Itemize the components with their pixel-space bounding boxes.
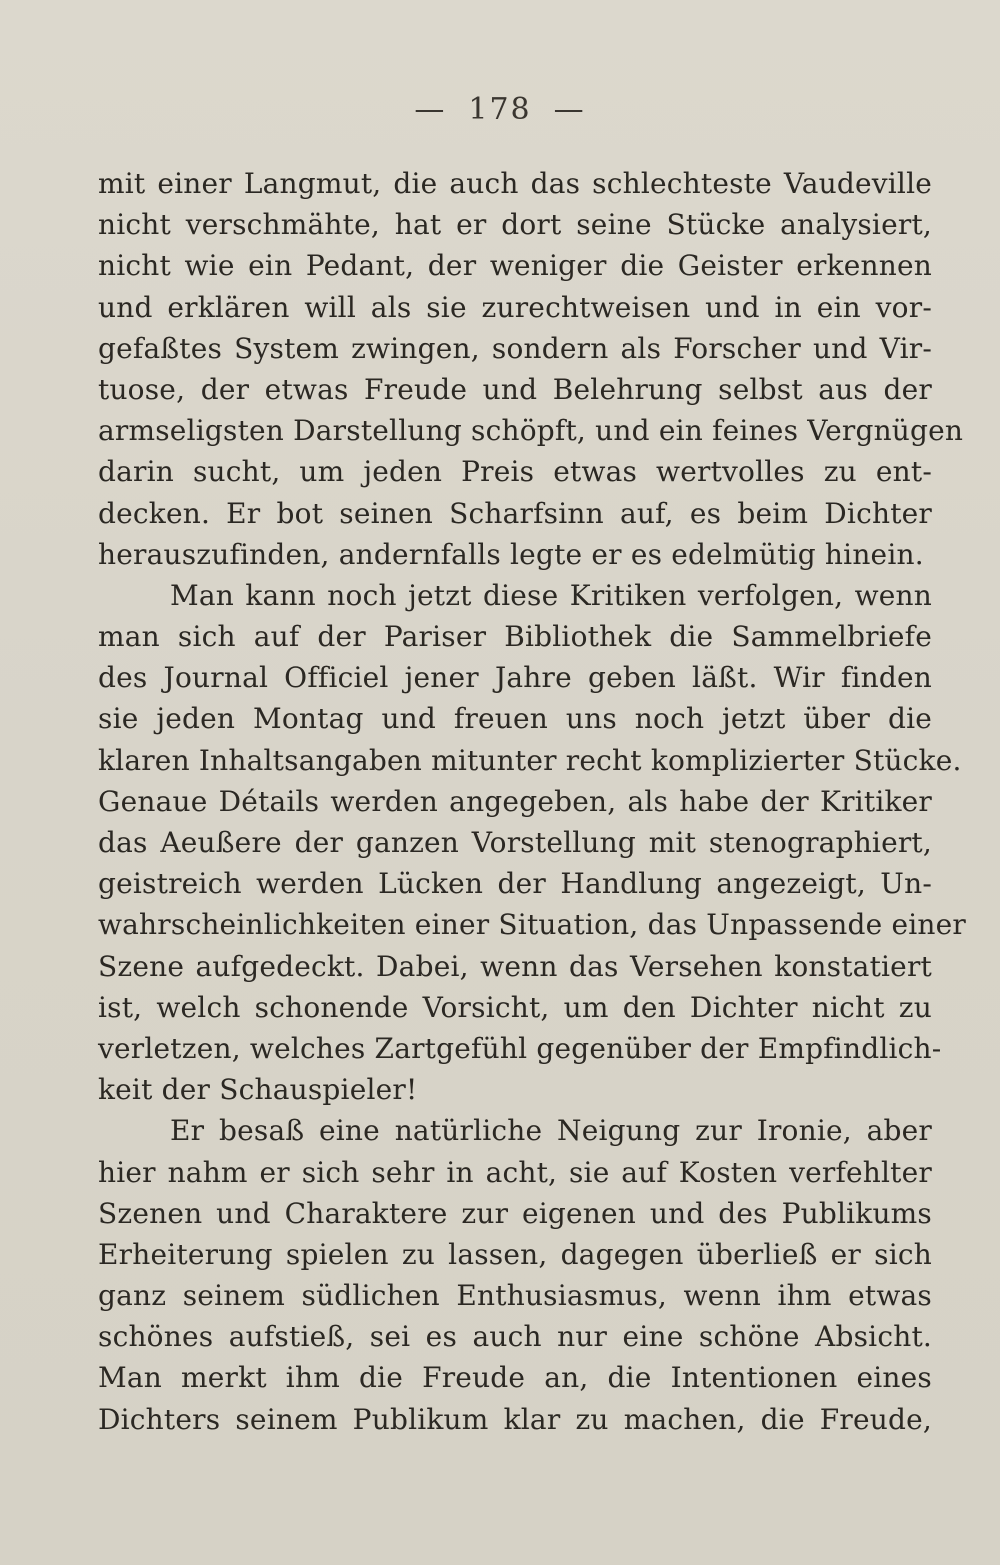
- header-dash-left: —: [414, 92, 447, 127]
- text-line: tuose, der etwas Freude und Belehrung selbst aus der: [98, 372, 932, 406]
- text-line: Man kann noch jetzt diese Kritiken verfolgen, wenn: [170, 578, 932, 612]
- text-line: klaren Inhaltsangaben mitunter recht komplizierter Stücke.: [98, 743, 962, 777]
- text-line: Dichters seinem Publikum klar zu machen, die Freude,: [98, 1402, 932, 1436]
- text-line: Man merkt ihm die Freude an, die Intentionen eines: [98, 1361, 932, 1395]
- text-line: keit der Schauspieler!: [98, 1073, 418, 1107]
- text-line: ist, welch schonende Vorsicht, um den Dichter nicht zu: [98, 990, 932, 1024]
- text-line: das Aeußere der ganzen Vorstellung mit stenographiert,: [98, 826, 932, 859]
- text-line: decken. Er bot seinen Scharfsinn auf, es beim Dichter: [98, 496, 932, 530]
- text-line: herauszufinden, andernfalls legte er es edelmütig hinein.: [98, 537, 924, 571]
- text-line: des Journal Officiel jener Jahre geben läßt. Wir finden: [98, 661, 932, 695]
- text-line: gefaßtes System zwingen, sondern als Forscher und Vir-: [98, 331, 932, 365]
- body-text: [98, 163, 967, 1440]
- text-line: nicht verschmähte, hat er dort seine Stücke analysiert,: [98, 208, 932, 242]
- text-line: Erheiterung spielen zu lassen, dagegen überließ er sich: [98, 1237, 932, 1271]
- text-line: man sich auf der Pariser Bibliothek die Sammelbriefe: [98, 620, 932, 654]
- text-line: darin sucht, um jeden Preis etwas wertvolles zu ent-: [98, 455, 932, 489]
- text-line: geistreich werden Lücken der Handlung angezeigt, Un-: [98, 867, 932, 901]
- text-line: Er besaß eine natürliche Neigung zur Ironie, aber: [170, 1114, 932, 1148]
- text-line: ganz seinem südlichen Enthusiasmus, wenn ihm etwas: [98, 1279, 932, 1313]
- text-line: nicht wie ein Pedant, der weniger die Geister erkennen: [98, 249, 932, 283]
- text-line: verletzen, welches Zartgefühl gegenüber der Empfindlich-: [98, 1031, 942, 1065]
- text-line: Szene aufgedeckt. Dabei, wenn das Versehen konstatiert: [98, 949, 932, 983]
- text-line: schönes aufstieß, sei es auch nur eine schöne Absicht.: [98, 1320, 932, 1354]
- page-header: [0, 92, 1000, 127]
- header-dash-right: —: [553, 92, 586, 127]
- text-line: Genaue Détails werden angegeben, als habe der Kritiker: [98, 784, 932, 818]
- text-line: hier nahm er sich sehr in acht, sie auf Kosten verfehlter: [98, 1155, 932, 1189]
- text-line: armseligsten Darstellung schöpft, und ein feines Vergnügen: [98, 414, 964, 448]
- text-line: mit einer Langmut, die auch das schlechteste Vaudeville: [98, 167, 932, 200]
- page-number: 178: [468, 92, 532, 127]
- text-line: wahrscheinlichkeiten einer Situation, das Unpassende einer: [98, 908, 967, 942]
- text-line: sie jeden Montag und freuen uns noch jetzt über die: [98, 702, 932, 736]
- text-line: und erklären will als sie zurechtweisen und in ein vor-: [98, 290, 932, 324]
- text-line: Szenen und Charaktere zur eigenen und des Publikums: [98, 1196, 932, 1230]
